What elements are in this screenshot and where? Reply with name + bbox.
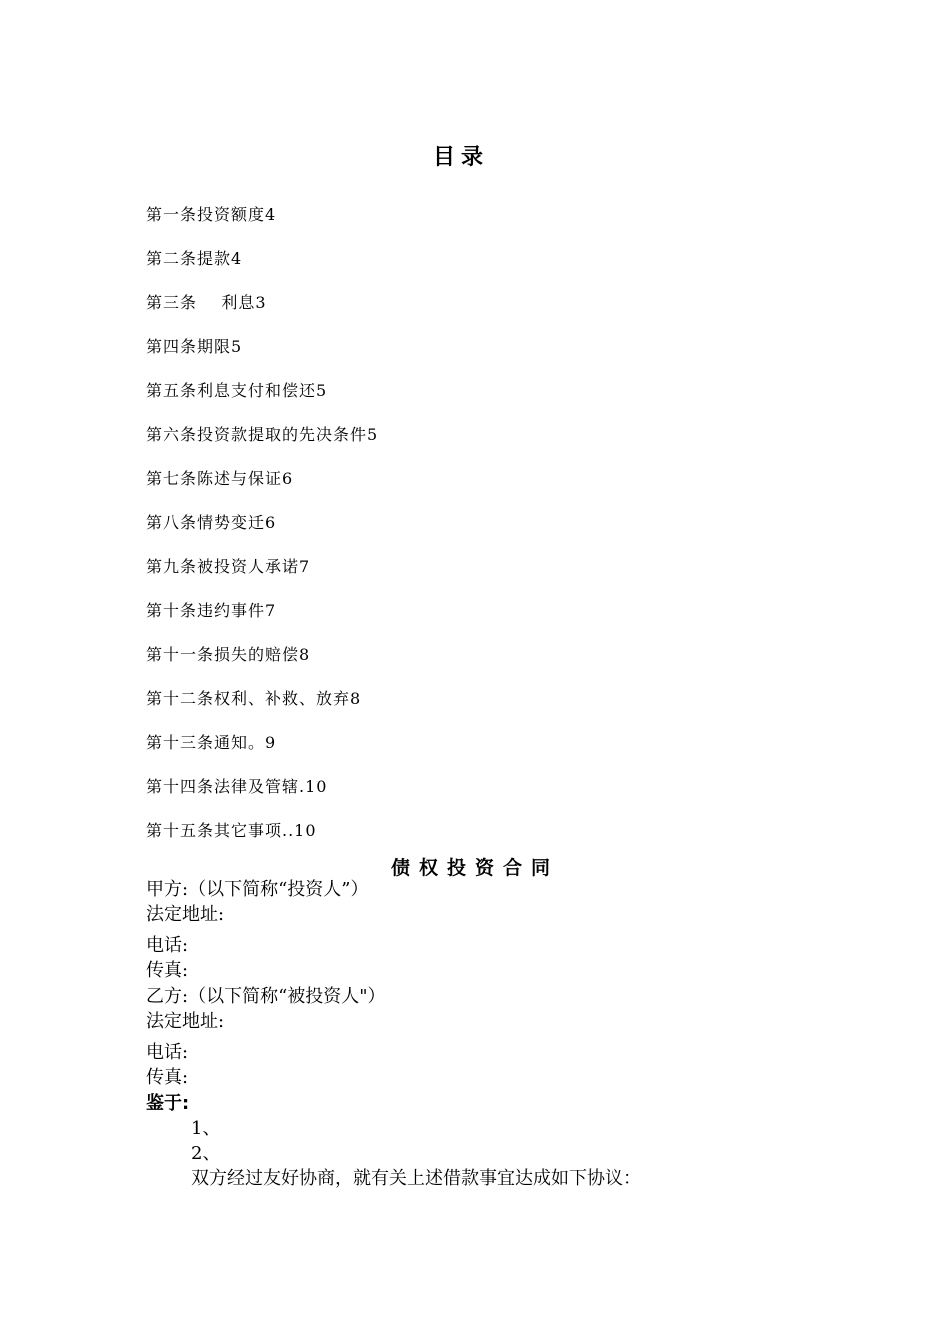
- toc-item[interactable]: 第六条投资款提取的先决条件5: [146, 425, 379, 444]
- toc-item[interactable]: 第十三条通知。9: [146, 733, 277, 752]
- party-b-line: 乙方:（以下简称“被投资人"）: [146, 986, 386, 1007]
- contract-title: 债权投资合同: [390, 857, 559, 879]
- toc-item[interactable]: 第二条提款4: [146, 249, 243, 268]
- party-a-line: 甲方:（以下简称“投资人”）: [146, 879, 369, 900]
- toc-item[interactable]: 第十四条法律及管辖.10: [146, 777, 328, 796]
- toc-item[interactable]: 第十条违约事件7: [146, 601, 277, 620]
- toc-item[interactable]: 第九条被投资人承诺7: [146, 557, 311, 576]
- party-b-address: 法定地址:: [146, 1011, 225, 1032]
- toc-title: 目录: [432, 145, 489, 170]
- party-a-address: 法定地址:: [146, 904, 225, 925]
- toc-item[interactable]: 第七条陈述与保证6: [146, 469, 294, 488]
- toc-item[interactable]: 第三条 利息3: [146, 293, 267, 312]
- recital-item-2: 2、: [191, 1143, 221, 1164]
- party-a-fax: 传真:: [146, 960, 189, 981]
- party-b-fax: 传真:: [146, 1067, 189, 1088]
- toc-item[interactable]: 第十五条其它事项..10: [146, 821, 317, 840]
- recital-item-1: 1、: [191, 1118, 221, 1139]
- agreement-intro: 双方经过友好协商，就有关上述借款事宜达成如下协议：: [191, 1168, 641, 1189]
- whereas-heading: 鉴于:: [146, 1093, 190, 1114]
- toc-item[interactable]: 第四条期限5: [146, 337, 243, 356]
- toc-item[interactable]: 第八条情势变迁6: [146, 513, 277, 532]
- party-b-phone: 电话:: [146, 1042, 189, 1063]
- toc-item[interactable]: 第十一条损失的赔偿8: [146, 645, 311, 664]
- toc-item[interactable]: 第十二条权利、补救、放弃8: [146, 689, 362, 708]
- table-of-contents: [146, 203, 378, 863]
- toc-item[interactable]: 第一条投资额度4: [146, 205, 277, 224]
- toc-item[interactable]: 第五条利息支付和偿还5: [146, 381, 328, 400]
- party-a-phone: 电话:: [146, 935, 189, 956]
